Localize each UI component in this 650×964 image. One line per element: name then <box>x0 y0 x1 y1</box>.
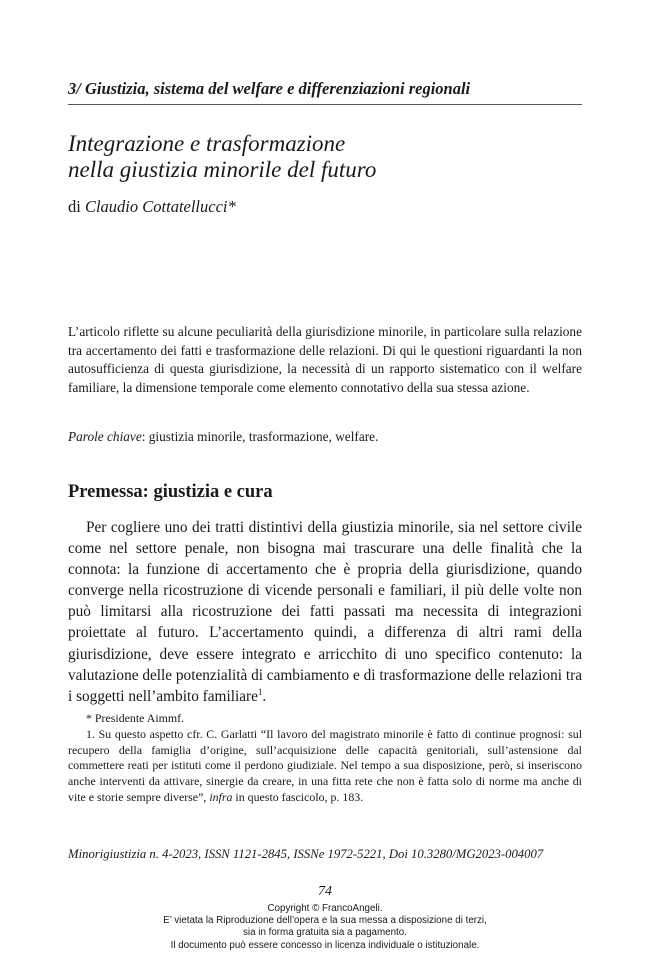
body-paragraph-text: Per cogliere uno dei tratti distintivi della giustizia minorile, sia nel settore civile come nel settore penale, non bisogna mai trascurare una delle finalità che la connota: la funzione di accertamento che è propria della giurisdizione, quando converge nella ricostruzione di vicende personali e familiari, il più delle volte non può limitarsi alla ricostruzione dei fatti passati ma necessita di integrazioni proiettate al futuro. L’accertamento quindi, a differenza di altri rami della giurisdizione, deve essere integrato e arricchito di uno specifico contenuto: la valutazione delle potenzialità di cambiamento e di trasformazione delle relazioni tra i soggetti nell’ambito familiare <box>68 519 582 705</box>
body-paragraph-end: . <box>262 687 267 705</box>
author-name: Claudio Cottatellucci* <box>84 197 236 216</box>
author-line <box>68 197 236 217</box>
body-paragraph <box>68 517 582 707</box>
footnotes <box>68 711 582 806</box>
copyright-line-2: E’ vietata la Riproduzione dell’opera e la sua messa a disposizione di terzi, <box>163 915 487 927</box>
article-title-line-1: Integrazione e trasformazione <box>68 131 346 156</box>
copyright-notice <box>0 903 650 952</box>
copyright-line-3: sia in forma gratuita sia a pagamento. <box>243 927 407 939</box>
keywords-text: : giustizia minorile, trasformazione, welfare. <box>141 429 379 444</box>
section-heading: Premessa: giustizia e cura <box>68 482 273 502</box>
footnote-1-text: 1. Su questo aspetto cfr. C. Garlatti “Il lavoro del magistrato minorile è fatto di continue prognosi: sul recupero della famiglia d’origine, sull’acquisizione delle capacità genitoriali, sull’astensione dal commettere reati per istituti come il perdono giudiziale. Nel tempo a sua disposizione, però, si inseriscono anche interventi da attivare, sinergie da creare, in una fitta rete che non è fatta solo di norme ma anche di vite e storie sempre diverse”, <box>68 726 582 804</box>
footnote-ref: 1 <box>257 686 263 697</box>
body-text <box>68 517 582 707</box>
journal-citation: Minorigiustizia n. 4-2023, ISSN 1121-2845, ISSNe 1972-5221, Doi 10.3280/MG2023-004007 <box>68 847 544 861</box>
article-title-line-2: nella giustizia minorile del futuro <box>68 157 377 182</box>
keywords-label: Parole chiave <box>68 429 142 444</box>
page-number: 74 <box>318 884 332 899</box>
keywords <box>68 428 582 446</box>
footnote-1 <box>68 727 582 806</box>
abstract <box>68 323 582 397</box>
footnote-star: * Presidente Aimmf. <box>86 711 185 725</box>
footnote-1-end: in questo fascicolo, p. 183. <box>232 789 364 804</box>
copyright-line-4: Il documento può essere concesso in licenza individuale o istituzionale. <box>170 939 480 951</box>
author-prefix: di <box>68 197 81 216</box>
copyright-line-1: Copyright © FrancoAngeli. <box>267 903 383 914</box>
section-header: 3/ Giustizia, sistema del welfare e differenziazioni regionali <box>68 79 582 105</box>
abstract-text: L’articolo riflette su alcune peculiarità della giurisdizione minorile, in particolare sulla relazione tra accertamento dei fatti e trasformazione delle relazioni. Di qui le questioni riguardanti la non autosufficienza di questa giurisdizione, la necessità di un rapporto sistematico con il welfare familiare, la dimensione temporale come elemento connotativo della sua stessa azione. <box>68 324 582 395</box>
article-title <box>68 131 582 183</box>
footnote-1-infra: infra <box>209 789 233 804</box>
